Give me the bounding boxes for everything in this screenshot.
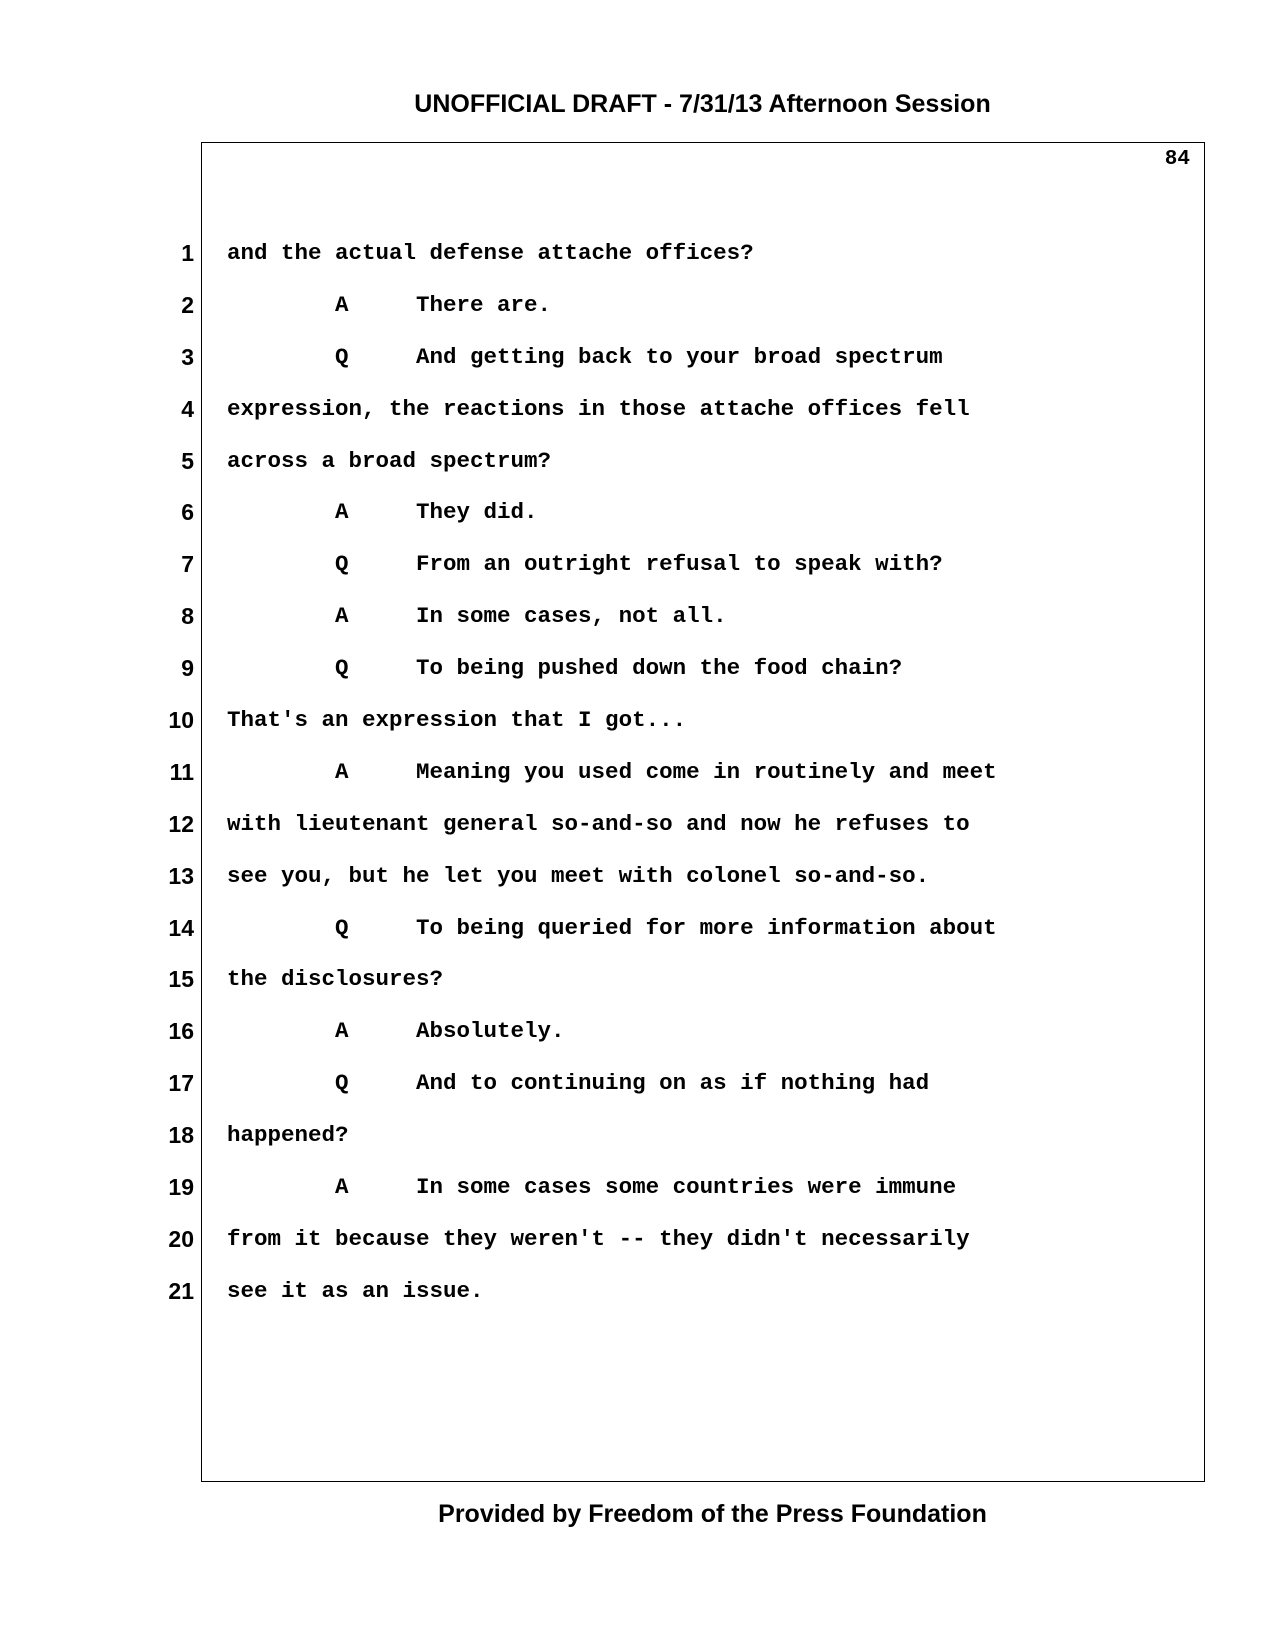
- transcript-text: [227, 236, 1187, 1326]
- transcript-line: That's an expression that I got...: [227, 707, 687, 734]
- transcript-line: see you, but he let you meet with colonel so-and-so.: [227, 862, 930, 889]
- line-number: 20: [168, 1225, 194, 1252]
- line-number: 19: [168, 1174, 194, 1201]
- transcript-line: across a broad spectrum?: [227, 447, 552, 474]
- document-header: [0, 90, 1275, 119]
- transcript-line: Q From an outright refusal to speak with?: [227, 551, 943, 578]
- transcript-line: Q To being queried for more information about: [227, 914, 997, 941]
- footer-credit: Provided by Freedom of the Press Foundation: [438, 1500, 987, 1528]
- line-number: 7: [181, 551, 194, 578]
- transcript-line: from it because they weren't -- they didn't necessarily: [227, 1225, 970, 1252]
- line-number: 16: [168, 1018, 194, 1045]
- transcript-line: A Absolutely.: [227, 1018, 565, 1045]
- line-number: 11: [169, 758, 194, 785]
- transcript-line: Q And to continuing on as if nothing had: [227, 1070, 930, 1097]
- line-number: 18: [168, 1122, 194, 1149]
- page-number: 84: [1164, 148, 1190, 171]
- line-number-column: [150, 236, 194, 1326]
- line-number: 5: [181, 447, 194, 474]
- line-number: 15: [168, 966, 194, 993]
- transcript-line: and the actual defense attache offices?: [227, 240, 754, 266]
- document-title: UNOFFICIAL DRAFT - 7/31/13 Afternoon Session: [414, 90, 991, 118]
- line-number: 3: [181, 343, 194, 370]
- line-number: 8: [181, 603, 194, 630]
- line-number: 9: [181, 655, 194, 682]
- transcript-line: with lieutenant general so-and-so and now he refuses to: [227, 810, 970, 837]
- transcript-line: happened?: [227, 1122, 349, 1149]
- transcript-line: the disclosures?: [227, 966, 444, 993]
- transcript-line: A In some cases, not all.: [227, 603, 727, 630]
- line-number: 4: [181, 395, 194, 422]
- line-number: 6: [181, 499, 194, 526]
- transcript-line: A They did.: [227, 499, 538, 526]
- transcript-line: expression, the reactions in those attache offices fell: [227, 395, 970, 422]
- transcript-line: Q And getting back to your broad spectrum: [227, 343, 943, 370]
- line-number: 1: [181, 240, 194, 266]
- transcript-line: A Meaning you used come in routinely and meet: [227, 758, 997, 785]
- document-footer: [0, 1500, 1275, 1529]
- line-number: 12: [168, 810, 194, 837]
- line-number: 13: [168, 862, 194, 889]
- line-number: 17: [168, 1070, 194, 1097]
- transcript-line: A In some cases some countries were immune: [227, 1174, 957, 1201]
- transcript-line: see it as an issue.: [227, 1277, 484, 1304]
- line-number: 21: [168, 1277, 194, 1304]
- transcript-line: Q To being pushed down the food chain?: [227, 655, 903, 682]
- line-number: 2: [181, 291, 194, 318]
- line-number: 14: [168, 914, 194, 941]
- transcript-line: A There are.: [227, 291, 552, 318]
- line-number: 10: [168, 707, 194, 734]
